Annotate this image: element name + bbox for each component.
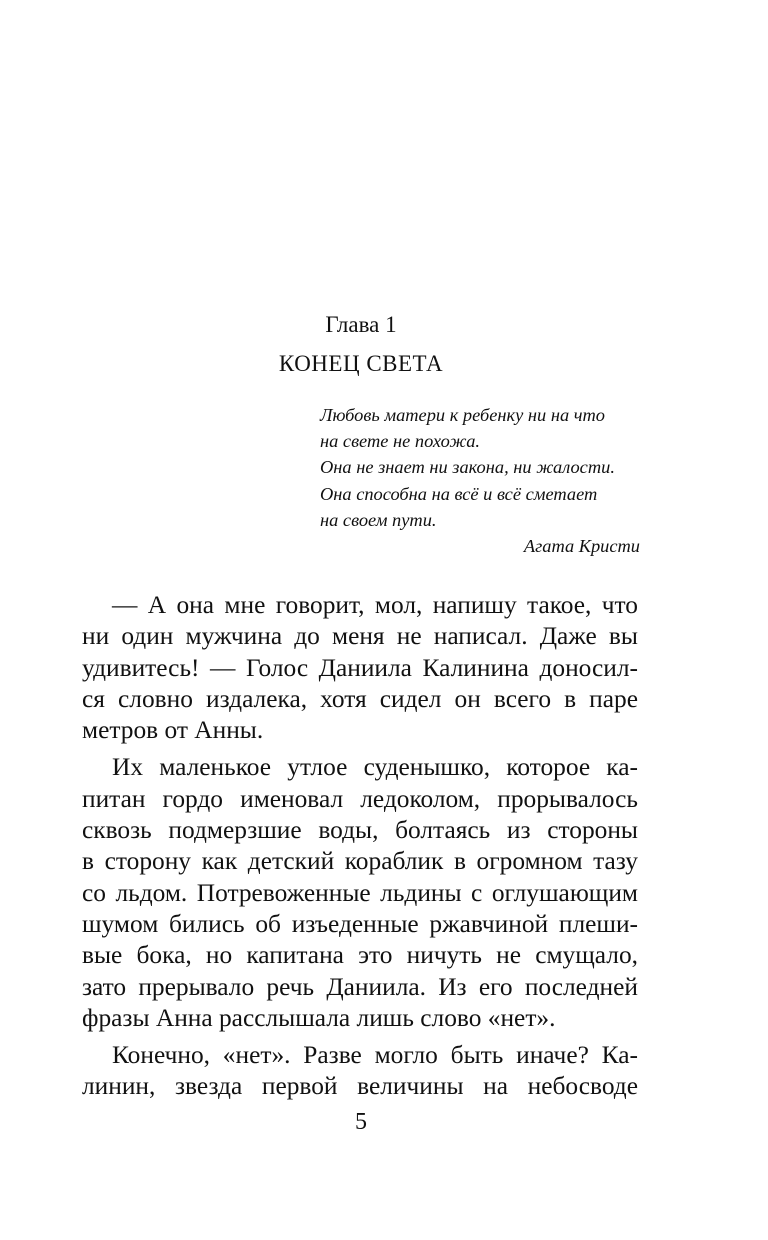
text-line: фразы Анна расслышала лишь слово «нет». <box>82 1003 556 1032</box>
paragraph <box>82 1040 638 1103</box>
epigraph-line: Она способна на всё и всё сметает <box>320 483 598 504</box>
text-line: зато прерывало речь Даниила. Из его последней <box>82 972 638 1001</box>
text-line: питан гордо именовал ледоколом, прорывалось <box>82 784 638 813</box>
text-line: — А она мне говорит, мол, напишу такое, что <box>112 591 638 619</box>
chapter-title: КОНЕЦ СВЕТА <box>278 351 444 376</box>
paragraph <box>82 752 638 1034</box>
text-line: шумом бились об изъеденные ржавчиной плеши- <box>82 909 638 938</box>
epigraph-line: Она не знает ни закона, ни жалости. <box>320 457 615 478</box>
text-line: метров от Анны. <box>82 716 264 745</box>
text-line: ни один мужчина до меня не написал. Даже вы <box>82 622 638 651</box>
epigraph-author: Агата Кристи <box>523 536 640 557</box>
text-line: ся словно издалека, хотя сидел он всего в паре <box>82 684 638 713</box>
text-line: вые бока, но капитана это ничуть не смущало, <box>82 941 638 970</box>
epigraph <box>320 402 640 559</box>
text-line: со льдом. Потревоженные льдины с оглушающим <box>82 878 638 907</box>
text-line: в сторону как детский кораблик в огромном тазу <box>82 847 638 876</box>
chapter-number: Глава 1 <box>325 312 397 337</box>
text-line: Конечно, «нет». Разве могло быть иначе? Ка- <box>112 1041 638 1070</box>
epigraph-line: на своем пути. <box>320 509 437 530</box>
text-line: удивитесь! — Голос Даниила Калинина доносил- <box>82 653 638 682</box>
text-line: Их маленькое утлое суденышко, которое ка- <box>112 753 638 782</box>
epigraph-line: на свете не похожа. <box>320 431 481 452</box>
text-line: линин, звезда первой величины на небосводе <box>82 1072 638 1101</box>
paragraph <box>82 590 638 746</box>
body-text <box>82 590 638 1109</box>
text-line: сквозь подмерзшие воды, болтаясь из стороны <box>82 816 638 845</box>
page-number: 5 <box>355 1109 367 1135</box>
epigraph-line: Любовь матери к ребенку ни на что <box>320 405 605 425</box>
